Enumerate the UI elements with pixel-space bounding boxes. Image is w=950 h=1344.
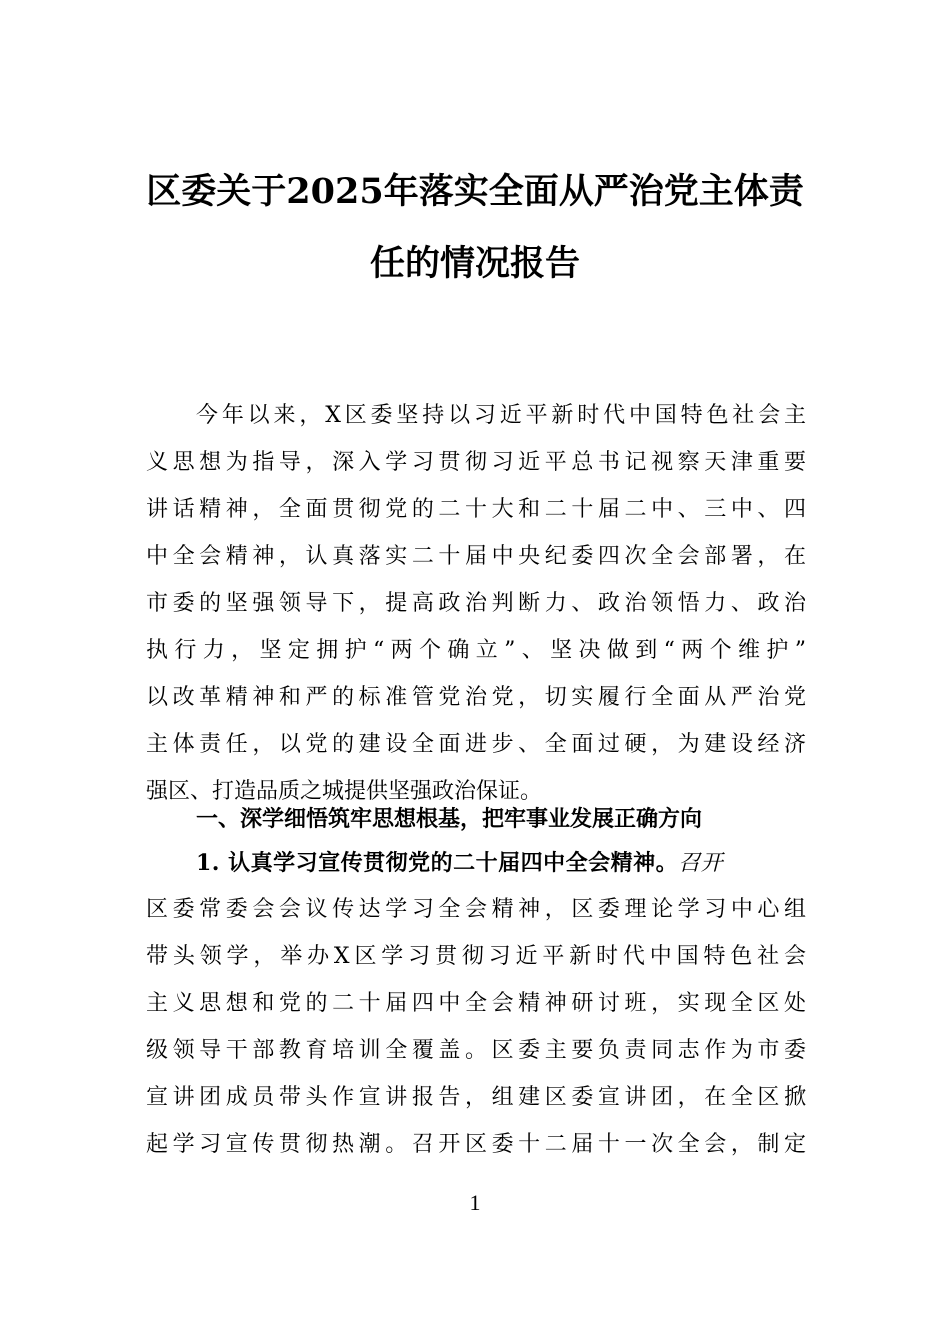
item-1-first-line-rest: 召开 — [678, 851, 724, 876]
item-1-heading: 1. 认真学习宣传贯彻党的二十届四中全会精神。 — [196, 850, 679, 876]
paragraph-line: 级领导干部教育培训全覆盖。区委主要负责同志作为市委 — [146, 1038, 806, 1063]
page-number: 1 — [469, 1190, 481, 1215]
paragraph-line: 义思想为指导，深入学习贯彻习近平总书记视察天津重要 — [146, 450, 806, 475]
paragraph-line: 今年以来，X区委坚持以习近平新时代中国特色社会主 — [196, 403, 806, 428]
paragraph-line: 强区、打造品质之城提供坚强政治保证。 — [146, 779, 543, 804]
document-title-line-1: 区委关于2025年落实全面从严治党主体责 — [146, 171, 804, 212]
paragraph-line: 带头领学，举办X区学习贯彻习近平新时代中国特色社会 — [146, 944, 806, 969]
item-1-first-line — [196, 841, 806, 885]
paragraph-line: 起学习宣传贯彻热潮。召开区委十二届十一次全会，制定 — [146, 1132, 806, 1157]
paragraph-line: 中全会精神，认真落实二十届中央纪委四次全会部署，在 — [146, 544, 806, 569]
paragraph-line: 讲话精神，全面贯彻党的二十大和二十届二中、三中、四 — [146, 497, 806, 522]
paragraph-line: 主义思想和党的二十届四中全会精神研讨班，实现全区处 — [146, 991, 806, 1016]
paragraph-line: 主体责任，以党的建设全面进步、全面过硬，为建设经济 — [146, 732, 806, 757]
paragraph-line: 以改革精神和严的标准管党治党，切实履行全面从严治党 — [146, 685, 806, 710]
paragraph-line: 区委常委会会议传达学习全会精神，区委理论学习中心组 — [146, 897, 806, 922]
paragraph-line: 宣讲团成员带头作宣讲报告，组建区委宣讲团，在全区掀 — [146, 1085, 806, 1110]
paragraph-line: 执行力，坚定拥护“两个确立”、坚决做到“两个维护” — [146, 638, 806, 663]
document-title-line-2: 任的情况报告 — [369, 243, 580, 284]
paragraph-line: 市委的坚强领导下，提高政治判断力、政治领悟力、政治 — [146, 591, 806, 616]
section-heading: 一、深学细悟筑牢思想根基，把牢事业发展正确方向 — [196, 807, 703, 832]
